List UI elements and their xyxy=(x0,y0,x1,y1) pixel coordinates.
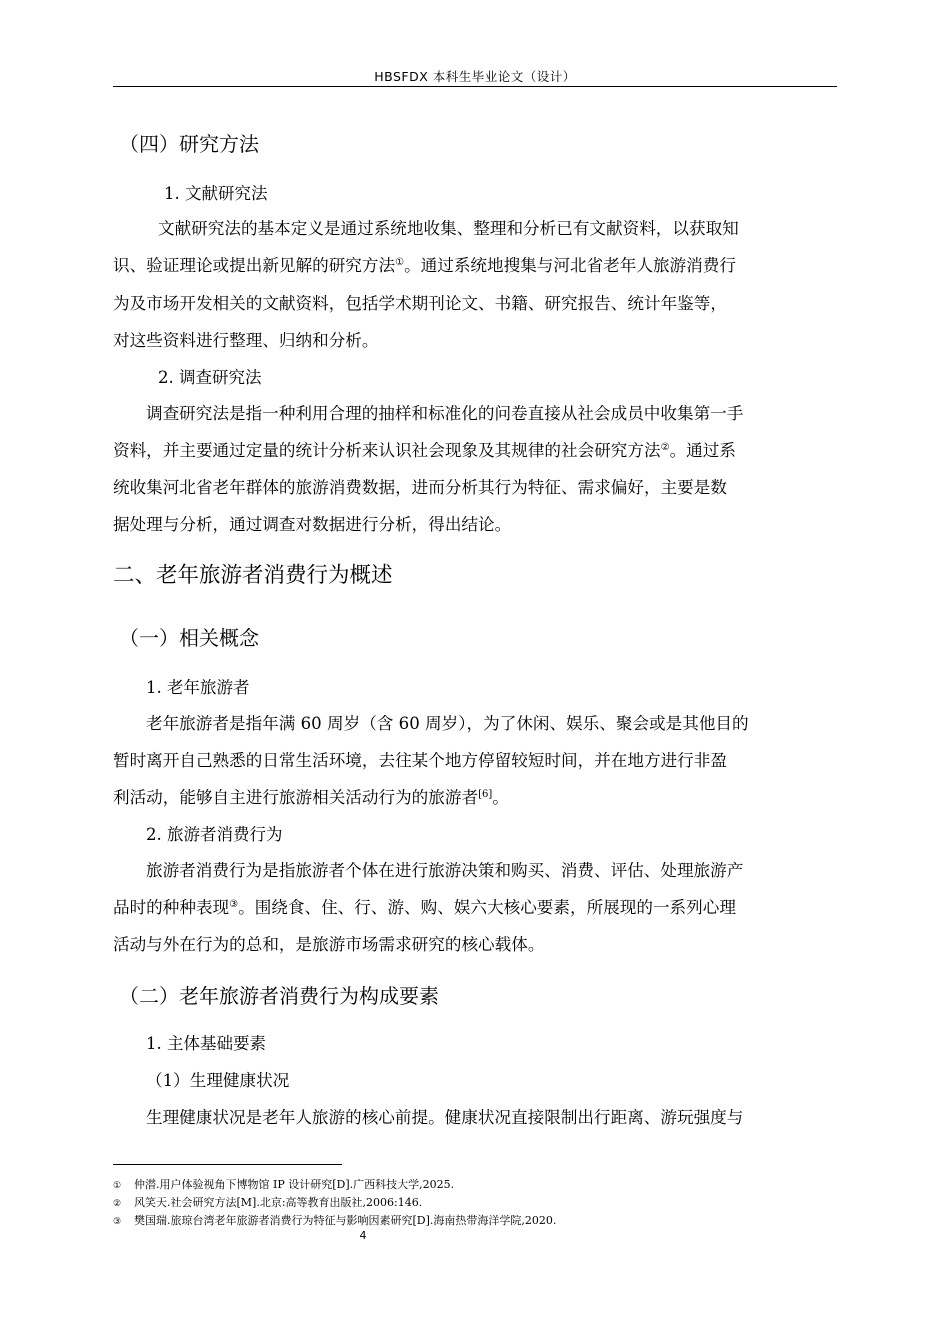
footnote: ② 风笑天.社会研究方法[M].北京:高等教育出版社,2006:146. xyxy=(113,1196,423,1209)
page-number: 4 xyxy=(359,1229,367,1242)
footnote: ③ 樊国瑞.旅琼台湾老年旅游者消费行为特征与影响因素研究[D].海南热带海洋学院,2020. xyxy=(113,1214,557,1227)
section-heading-concepts: （一）相关概念 xyxy=(119,626,259,650)
paragraph-line: 利活动，能够自主进行旅游相关活动行为的旅游者[6]。 xyxy=(113,788,509,807)
paragraph-line: 品时的种种表现③。围绕食、住、行、游、购、娱六大核心要素，所展现的一系列心理 xyxy=(113,898,736,917)
paragraph-line: 为及市场开发相关的文献资料，包括学术期刊论文、书籍、研究报告、统计年鉴等， xyxy=(113,294,727,313)
header-rule xyxy=(113,86,837,87)
page-header: HBSFDX 本科生毕业论文（设计） xyxy=(374,69,576,84)
paragraph-line: 活动与外在行为的总和，是旅游市场需求研究的核心载体。 xyxy=(113,935,545,954)
citation-ref: [6] xyxy=(478,789,493,800)
subheading-elderly-tourist: 1. 老年旅游者 xyxy=(146,678,250,697)
paragraph-line: 识、验证理论或提出新见解的研究方法①。通过系统地搜集与河北省老年人旅游消费行 xyxy=(113,256,736,275)
subsubheading-health: （1）生理健康状况 xyxy=(146,1071,290,1090)
subheading-consumer-behavior: 2. 旅游者消费行为 xyxy=(146,825,283,844)
paragraph-line: 文献研究法的基本定义是通过系统地收集、整理和分析已有文献资料，以获取知 xyxy=(158,219,739,238)
paragraph-line: 对这些资料进行整理、归纳和分析。 xyxy=(113,331,379,350)
subheading-subject-elements: 1. 主体基础要素 xyxy=(146,1034,266,1053)
footnote-ref: ① xyxy=(395,257,405,268)
section-heading-methods: （四）研究方法 xyxy=(119,132,259,156)
footnote-rule xyxy=(113,1164,342,1165)
footnote-ref: ② xyxy=(660,442,670,453)
chapter-heading: 二、老年旅游者消费行为概述 xyxy=(113,563,393,588)
paragraph-line: 资料，并主要通过定量的统计分析来认识社会现象及其规律的社会研究方法②。通过系 xyxy=(113,441,736,460)
footnote: ① 仲潜.用户体验视角下博物馆 IP 设计研究[D].广西科技大学,2025. xyxy=(113,1178,455,1191)
paragraph-line: 统收集河北省老年群体的旅游消费数据，进而分析其行为特征、需求偏好，主要是数 xyxy=(113,478,727,497)
paragraph-line: 旅游者消费行为是指旅游者个体在进行旅游决策和购买、消费、评估、处理旅游产 xyxy=(146,861,744,880)
paragraph-line: 老年旅游者是指年满 60 周岁（含 60 周岁），为了休闲、娱乐、聚会或是其他目的 xyxy=(146,714,749,733)
subheading-literature-method: 1. 文献研究法 xyxy=(164,184,268,203)
paragraph-line: 生理健康状况是老年人旅游的核心前提。健康状况直接限制出行距离、游玩强度与 xyxy=(146,1108,744,1127)
paragraph-line: 据处理与分析，通过调查对数据进行分析，得出结论。 xyxy=(113,515,512,534)
subheading-survey-method: 2. 调查研究法 xyxy=(158,368,262,387)
paragraph-line: 暂时离开自己熟悉的日常生活环境，去往某个地方停留较短时间，并在地方进行非盈 xyxy=(113,751,727,770)
section-heading-components: （二）老年旅游者消费行为构成要素 xyxy=(119,984,439,1008)
paragraph-line: 调查研究法是指一种利用合理的抽样和标准化的问卷直接从社会成员中收集第一手 xyxy=(146,404,744,423)
footnote-ref: ③ xyxy=(229,899,239,910)
